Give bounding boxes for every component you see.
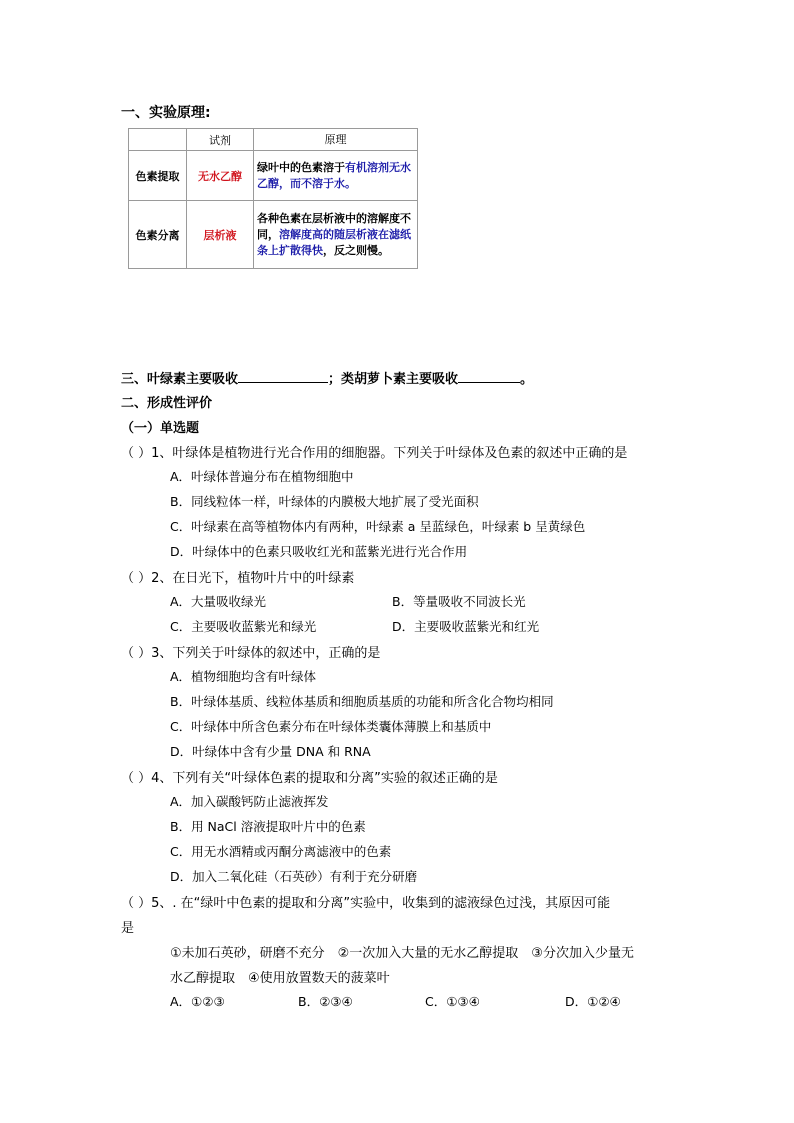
principle-extraction-p2: 有机溶剂无水乙醇，而不溶于水。 — [257, 160, 411, 190]
question-5-stem-2: 是 — [121, 921, 135, 936]
principle-separation-p3: ，反之则慢。 — [323, 243, 389, 257]
q3-option-d: D．叶绿体中含有少量 DNA 和 RNA — [170, 744, 371, 759]
question-2 — [121, 567, 354, 586]
q2-option-c: C．主要吸收蓝紫光和绿光 — [170, 619, 317, 634]
table-row-separation — [129, 201, 418, 269]
question-5 — [121, 892, 610, 911]
table-header-principle: 原理 — [254, 129, 418, 151]
question-3-stem: 3、下列关于叶绿体的叙述中，正确的是 — [151, 646, 381, 661]
question-4 — [121, 767, 498, 786]
q4-option-c: C．用无水酒精或丙酮分离滤液中的色素 — [170, 844, 392, 859]
absorption-line — [121, 368, 533, 387]
absorption-text-c: 。 — [520, 372, 534, 387]
question-3 — [121, 642, 380, 661]
q5-option-b: B．②③④ — [298, 994, 353, 1009]
subsection-title-single-choice: （一）单选题 — [121, 421, 200, 436]
q2-option-b: B．等量吸收不同波长光 — [392, 594, 526, 609]
section-title-evaluation: 二、形成性评价 — [121, 396, 213, 411]
q4-option-d: D．加入二氧化硅（石英砂）有利于充分研磨 — [170, 869, 418, 884]
reagent-separation: 层析液 — [187, 201, 254, 269]
q1-option-b: B．同线粒体一样，叶绿体的内膜极大地扩展了受光面积 — [170, 494, 479, 509]
answer-paren-3[interactable]: （ ） — [121, 646, 152, 661]
table-header-reagent: 试剂 — [187, 129, 254, 151]
q4-option-b: B．用 NaCl 溶液提取叶片中的色素 — [170, 819, 366, 834]
q5-option-a: A．①②③ — [170, 994, 225, 1009]
q3-option-b: B．叶绿体基质、线粒体基质和细胞质基质的功能和所含化合物均相同 — [170, 694, 554, 709]
reagent-extraction: 无水乙醇 — [187, 151, 254, 201]
principle-extraction-p1: 绿叶中的色素溶于 — [257, 160, 345, 174]
principle-separation — [254, 201, 418, 269]
principle-extraction — [254, 151, 418, 201]
question-5-items-2: 水乙醇提取 ④使用放置数天的菠菜叶 — [170, 971, 390, 986]
blank-chlorophyll[interactable] — [238, 370, 328, 383]
principle-separation-p2: 溶解度高的随层析液在滤纸条上扩散得快 — [257, 227, 411, 257]
q5-option-c: C．①③④ — [425, 994, 480, 1009]
answer-paren-1[interactable]: （ ） — [121, 446, 152, 461]
q1-option-a: A．叶绿体普遍分布在植物细胞中 — [170, 469, 354, 484]
question-1-stem: 1、叶绿体是植物进行光合作用的细胞器。下列关于叶绿体及色素的叙述中正确的是 — [151, 446, 628, 461]
question-4-stem: 4、下列有关“叶绿体色素的提取和分离”实验的叙述正确的是 — [151, 771, 498, 786]
answer-paren-4[interactable]: （ ） — [121, 771, 152, 786]
question-2-stem: 2、在日光下，植物叶片中的叶绿素 — [151, 571, 355, 586]
row-label-extraction: 色素提取 — [129, 151, 187, 201]
section-title-principle: 一、实验原理: — [121, 105, 211, 121]
table-header-blank — [129, 129, 187, 151]
q2-option-d: D．主要吸收蓝紫光和红光 — [392, 619, 540, 634]
q1-option-c: C．叶绿素在高等植物体内有两种，叶绿素 a 呈蓝绿色，叶绿素 b 呈黄绿色 — [170, 519, 586, 534]
answer-paren-5[interactable]: （ ） — [121, 896, 152, 911]
principle-table — [128, 128, 418, 269]
question-5-items-1: ①未加石英砂，研磨不充分 ②一次加入大量的无水乙醇提取 ③分次加入少量无 — [170, 946, 634, 961]
table-header-row — [129, 129, 418, 151]
q5-option-d: D．①②④ — [565, 994, 621, 1009]
table-row-extraction — [129, 151, 418, 201]
row-label-separation: 色素分离 — [129, 201, 187, 269]
q3-option-c: C．叶绿体中所含色素分布在叶绿体类囊体薄膜上和基质中 — [170, 719, 492, 734]
question-5-stem-1: 5、. 在“绿叶中色素的提取和分离”实验中，收集到的滤液绿色过浅，其原因可能 — [151, 896, 611, 911]
question-1 — [121, 442, 627, 461]
blank-carotenoid[interactable] — [458, 370, 520, 383]
principle-separation-p1: 各种色素在层析液中的溶解度不同， — [257, 211, 411, 241]
q2-option-a: A．大量吸收绿光 — [170, 594, 267, 609]
answer-paren-2[interactable]: （ ） — [121, 571, 152, 586]
q3-option-a: A．植物细胞均含有叶绿体 — [170, 669, 317, 684]
absorption-text-b: ；类胡萝卜素主要吸收 — [328, 372, 459, 387]
q4-option-a: A．加入碳酸钙防止滤液挥发 — [170, 794, 329, 809]
absorption-text-a: 三、叶绿素主要吸收 — [121, 372, 239, 387]
q1-option-d: D．叶绿体中的色素只吸收红光和蓝紫光进行光合作用 — [170, 544, 468, 559]
